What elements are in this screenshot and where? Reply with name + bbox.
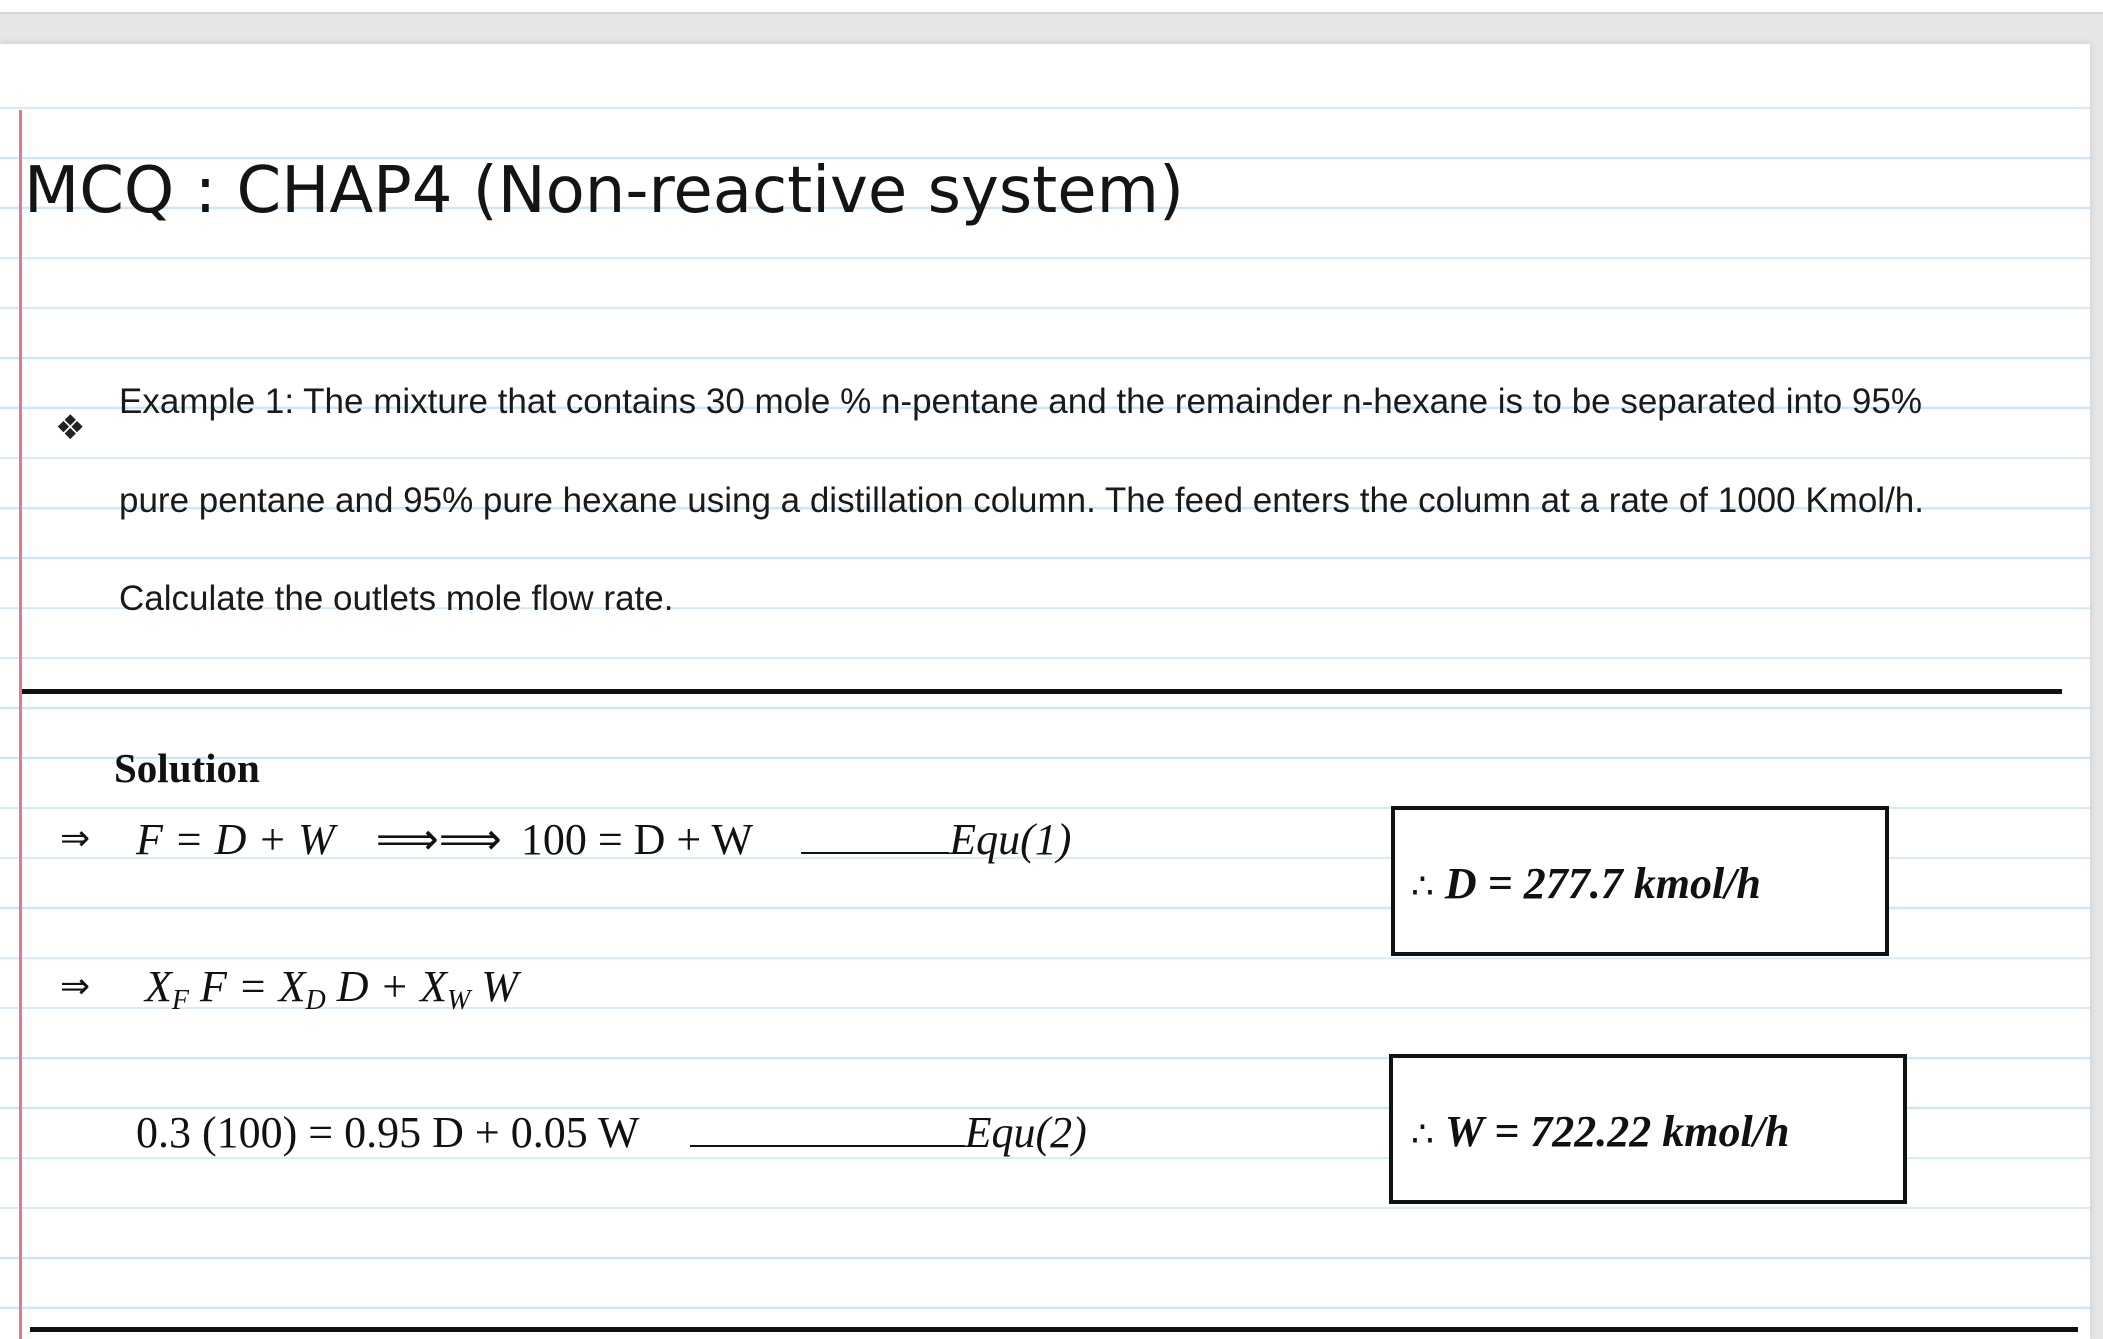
result-d <box>1411 858 1761 909</box>
result-d-value: D = 277.7 kmol/h <box>1444 859 1761 908</box>
page-title: MCQ : CHAP4 (Non-reactive system) <box>24 154 1184 228</box>
bullet-icon: ❖ <box>55 408 86 448</box>
therefore-icon: ∴ <box>1411 1114 1434 1154</box>
equation-3-body: 0.3 (100) = 0.95 D + 0.05 W <box>136 1108 639 1157</box>
equation-2-subscript: D <box>305 985 326 1016</box>
equation-2-part: W <box>470 962 519 1011</box>
problem-line-3: Calculate the outlets mole flow rate. <box>119 579 674 618</box>
margin-line <box>19 110 22 1339</box>
equation-1-implies: ⟹⟹ <box>375 815 502 864</box>
equation-3-tag: Equ(2) <box>964 1108 1087 1157</box>
result-w <box>1411 1106 1789 1157</box>
therefore-icon: ∴ <box>1411 866 1434 906</box>
equation-3 <box>136 1107 1087 1158</box>
equation-1-tag: Equ(1) <box>949 815 1072 864</box>
implies-arrow-icon: ⇒ <box>60 966 91 1007</box>
equation-2-part: F = X <box>189 962 306 1011</box>
equation-1 <box>136 814 1071 865</box>
equation-1-blank <box>801 852 949 854</box>
equation-2-subscript: F <box>171 985 189 1016</box>
equation-2-part: X <box>145 962 172 1011</box>
problem-line-1: Example 1: The mixture that contains 30 mole % n-pentane and the remainder n-hexane is to be separated into 95% <box>119 382 1922 421</box>
solution-heading: Solution <box>114 745 260 791</box>
result-w-value: W = 722.22 kmol/h <box>1444 1107 1790 1156</box>
equation-3-blank <box>690 1145 965 1147</box>
equation-2-part: D + X <box>325 962 448 1011</box>
bottom-divider <box>30 1327 2078 1332</box>
equation-2-subscript: W <box>447 985 471 1016</box>
section-divider <box>22 689 2062 694</box>
window-top-strip <box>0 0 2103 14</box>
equation-1-rhs: 100 = D + W <box>520 815 753 864</box>
notebook-page <box>0 44 2090 1339</box>
problem-line-2: pure pentane and 95% pure hexane using a distillation column. The feed enters the column at a rate of 1000 Kmol/h. <box>119 481 1924 520</box>
equation-2 <box>145 961 518 1017</box>
equation-1-lhs: F = D + W <box>136 815 335 864</box>
implies-arrow-icon: ⇒ <box>60 818 91 859</box>
